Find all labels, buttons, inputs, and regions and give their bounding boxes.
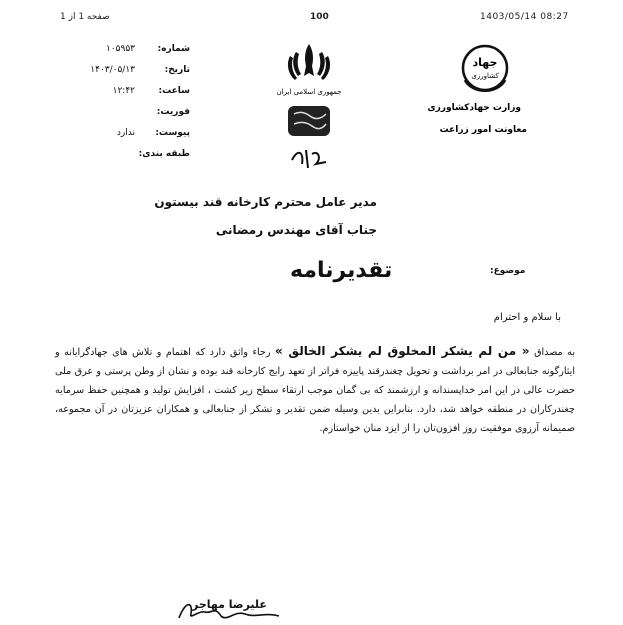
meta-date-label: تاریخ: — [164, 65, 190, 75]
iran-emblem-icon — [276, 40, 342, 178]
meta-number-value: ۱۰۵۹۵۳ — [105, 44, 135, 54]
ministry-name: وزارت جهادکشاورزی — [427, 103, 521, 113]
meta-date-value: ۱۴۰۳/۰۵/۱۳ — [90, 65, 135, 75]
ministry-logo-top-text: جهاد — [472, 56, 498, 69]
body-intro: به مصداق — [534, 347, 575, 358]
meta-classification-label: طبقه بندی: — [138, 149, 190, 159]
ministry-block — [427, 40, 565, 140]
meta-attachment-value: ندارد — [116, 128, 135, 138]
meta-classification-row — [70, 149, 190, 170]
meta-number-row — [70, 44, 190, 65]
recipient-line-2: جناب آقای مهندس رمضانی — [215, 223, 377, 237]
meta-number-label: شماره: — [157, 44, 190, 54]
meta-urgency-label: فوریت: — [156, 107, 190, 117]
body-quote: « من لم یشکر المخلوق لم یشکر الخالق » — [275, 344, 530, 358]
body-text: رجاء واثق دارد که اهتمام و تلاش های جهادگرایانه و ایثارگونه جنابعالی در امر برداشت و تحویل چغندرقند پاییزه فراتر از تعهد رایج کارخانه قند بوده و نشان از وطن پرستی و عرق ملی حضرت عالی در این امر خداپسندانه و ارزشمند که بی گمان موجب ارتقاء سطح زیر کشت ، افزایش تولید و همچنین حفظ سرمایه چغندرکاران در منطقه خواهد شد، دارد. بنابراین بدین وسیله ضمن تقدیر و تشکر از جنابعالی و همکاران عزیزتان در آن مجموعه، صمیمانه آرزوی موفقیت روز افزون‌تان را از ایزد منان خواستارم. — [55, 347, 575, 434]
recipient-line-1: مدیر عامل محترم کارخانه قند بیستون — [154, 195, 377, 209]
meta-time-value: ۱۲:۴۲ — [112, 86, 135, 96]
letter-meta — [70, 44, 190, 170]
emblem-country-text: جمهوری اسلامی ایران — [276, 88, 342, 96]
meta-attachment-label: پیوست: — [155, 128, 190, 138]
greeting: با سلام و احترام — [493, 312, 561, 323]
meta-urgency-row — [70, 107, 190, 128]
subject-title: تقدیرنامه — [290, 258, 393, 283]
ministry-logo-bottom-text: کشاورزی — [471, 72, 499, 80]
emblem-column — [276, 40, 342, 178]
fax-page-info: صفحه 1 از 1 — [60, 12, 110, 22]
fax-number: 100 — [310, 12, 329, 22]
fax-datetime: 1403/05/14 08:27 — [480, 12, 569, 22]
signer-name: علیرضا مهاجر — [192, 598, 267, 611]
meta-date-row — [70, 65, 190, 86]
ministry-department: معاونت امور زراعت — [439, 125, 527, 135]
letter-body — [55, 342, 575, 438]
meta-time-row — [70, 86, 190, 107]
meta-time-label: ساعت: — [158, 86, 190, 96]
recipient-block — [154, 195, 377, 251]
ministry-logo-icon — [427, 40, 565, 140]
fax-header — [0, 8, 623, 24]
subject-label: موضوع: — [490, 266, 526, 276]
meta-attachment-row — [70, 128, 190, 149]
